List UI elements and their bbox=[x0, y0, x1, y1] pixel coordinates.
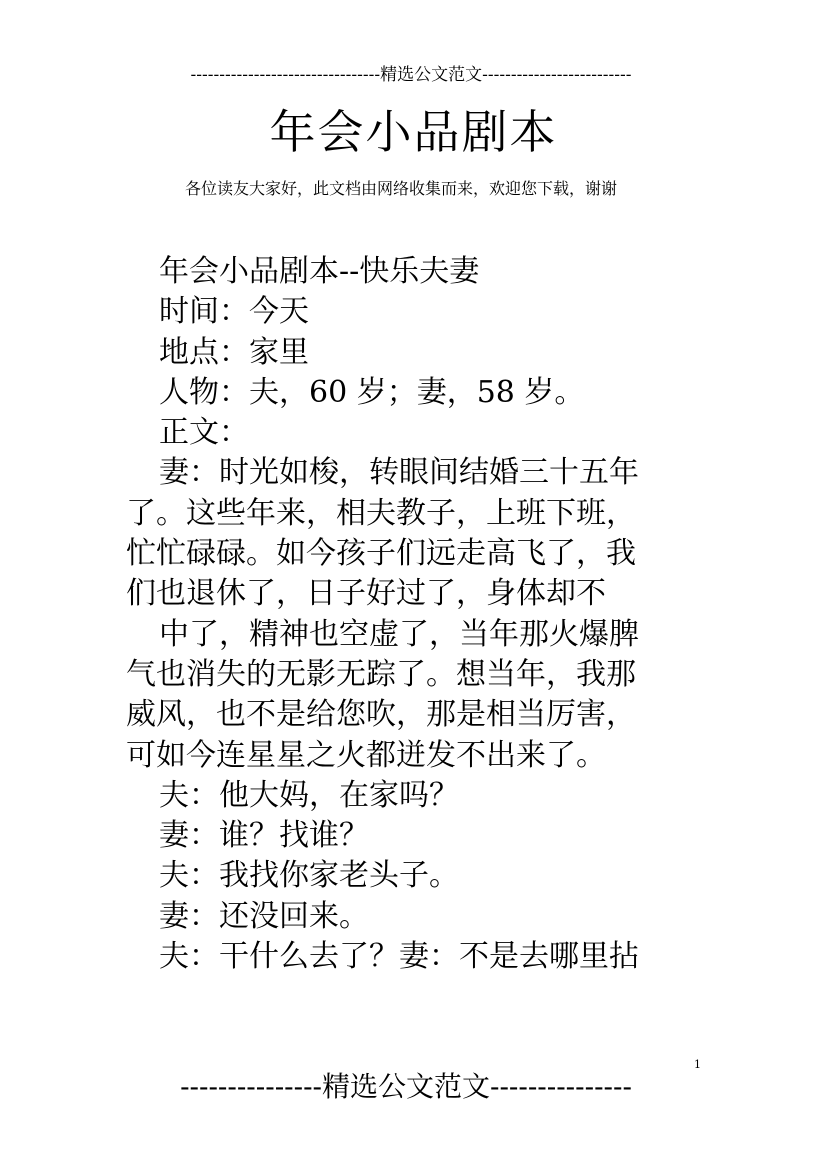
document-title: 年会小品剧本 bbox=[269, 105, 558, 159]
page-number: 1 bbox=[694, 1058, 701, 1071]
body-line: 了。这些年来，相夫教子，上班下班， bbox=[126, 495, 636, 531]
body-line: 夫：我找你家老头子。 bbox=[159, 858, 459, 894]
page-header: ---------------------------------精选公文范文-------------------------- bbox=[190, 65, 632, 85]
body-line: 正文： bbox=[159, 415, 249, 451]
body-line: 中了，精神也空虚了，当年那火爆脾 bbox=[159, 616, 639, 652]
document-body bbox=[126, 252, 704, 977]
body-line: 地点：家里 bbox=[159, 334, 309, 370]
body-line: 气也消失的无影无踪了。想当年，我那 bbox=[126, 656, 636, 692]
body-line: 年会小品剧本--快乐夫妻 bbox=[159, 254, 480, 289]
body-line: 可如今连星星之火都迸发不出来了。 bbox=[126, 737, 606, 773]
page-footer: ---------------精选公文范文--------------- bbox=[180, 1070, 632, 1103]
body-line: 时间：今天 bbox=[159, 294, 309, 330]
body-line: 妻：谁？找谁？ bbox=[159, 818, 369, 854]
body-line: 忙忙碌碌。如今孩子们远走高飞了，我 bbox=[126, 536, 636, 572]
document-subtitle: 各位读友大家好，此文档由网络收集而来，欢迎您下载，谢谢 bbox=[185, 179, 618, 198]
body-line: 们也退休了，日子好过了，身体却不 bbox=[126, 576, 606, 612]
body-line: 夫：他大妈，在家吗？ bbox=[159, 777, 459, 813]
body-line: 妻：时光如梭，转眼间结婚三十五年 bbox=[159, 455, 639, 491]
body-line: 人物：夫，60 岁；妻，58 岁。 bbox=[159, 374, 585, 410]
body-line: 妻：还没回来。 bbox=[159, 898, 369, 934]
body-line: 威风，也不是给您吹，那是相当厉害， bbox=[126, 697, 636, 733]
body-line: 夫：干什么去了？妻：不是去哪里拈 bbox=[159, 939, 639, 975]
